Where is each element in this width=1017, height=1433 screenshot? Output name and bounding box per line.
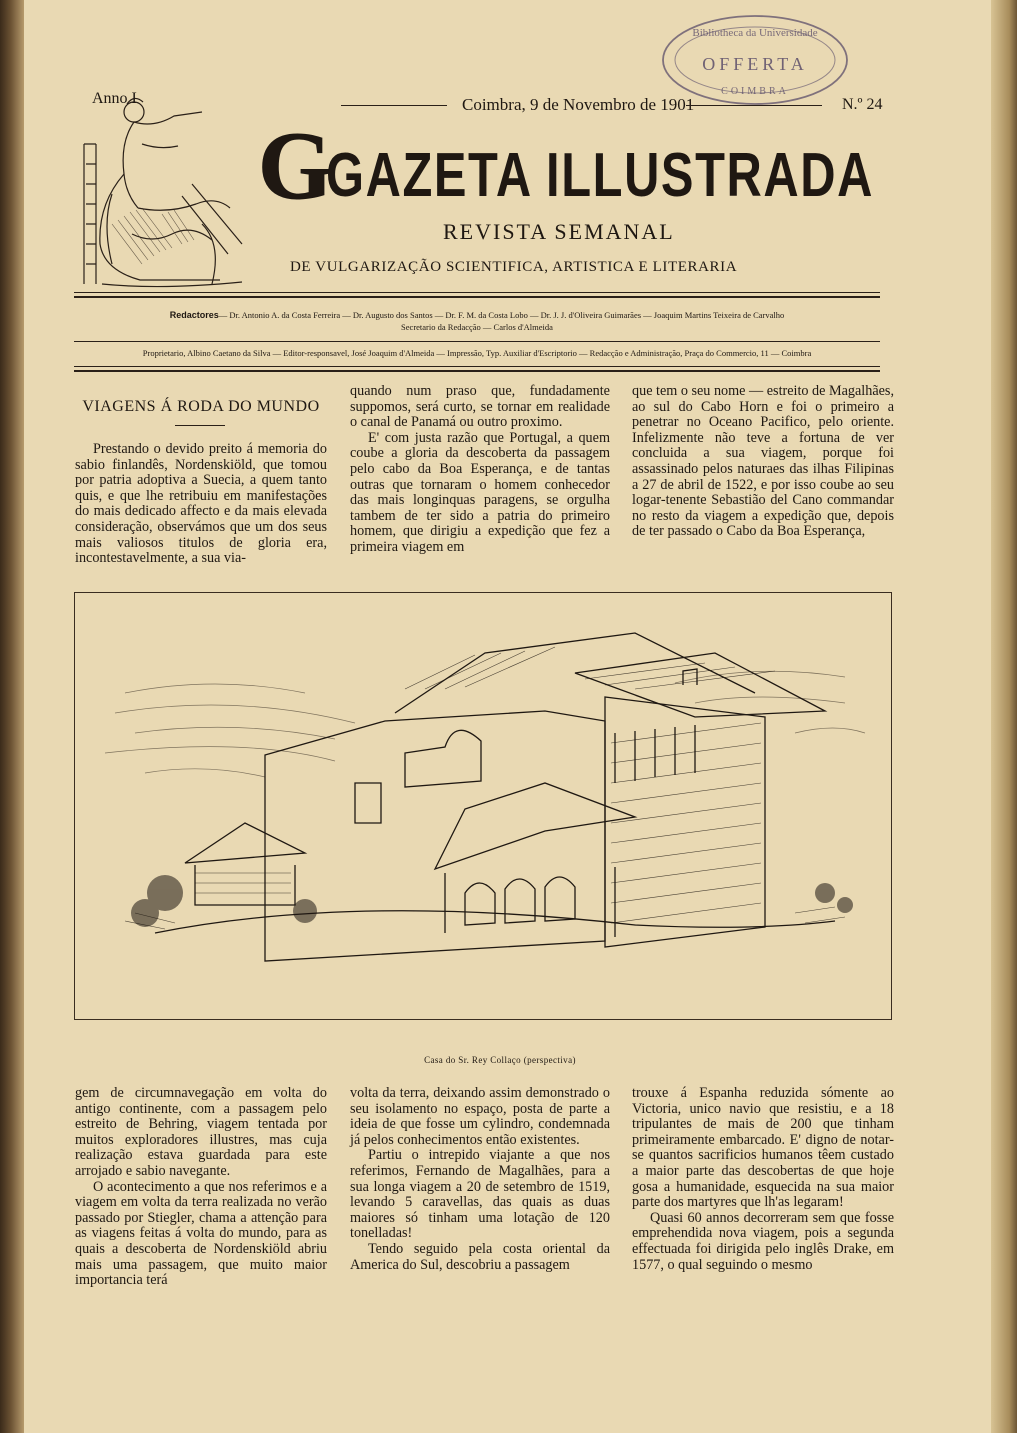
svg-text:Bibliotheca da Universidade: Bibliotheca da Universidade: [692, 27, 818, 39]
paragraph: trouxe á Espanha reduzida sómente ao Victoria, unico navio que resistiu, e a 18 tripulantes de mais de 200 que tinham primeiramente embarcado. E' digno de notar-se quantos sacrificios humanos têem custado a maior parte das descobertas de que hoje gosa a humanidade, esquecida na sua maior parte dos martyres que lh'as legaram!: [632, 1085, 894, 1211]
header-rule-bottom-2: [74, 370, 880, 372]
masthead-subtitle: REVISTA SEMANAL: [443, 219, 675, 244]
paragraph: que tem o seu nome — estreito de Magalhães, ao sul do Cabo Horn e foi o primeiro a penetrar no Oceano Pacifico, pelo oriente. Infelizmente não teve a fortuna de ver concluida a sua viagem, porque foi assassinado pelos naturaes das ilhas Filipinas a 27 de abril de 1522, e por isso coube ao seu logar-tenente Sebastião del Cano commandar no resto da viagem a expedição que, depois de ter passado o Cabo da Boa Esperança,: [632, 383, 894, 540]
paragraph: Prestando o devido preito á memoria do sabio finlandês, Nordenskiöld, que tomou por patria adoptiva a Suecia, a quem tanto quis, e que lhe retribuiu em manifestações do mais dedicado affecto e da mais elevada consideração, observámos que um dos seus mais valiosos titulos de gloria era, incontestavelmente, a sua via-: [75, 441, 327, 567]
library-stamp: [660, 14, 850, 106]
staff-rule: [74, 341, 880, 342]
publisher-line: Proprietario, Albino Caetano da Silva — Editor-responsavel, José Joaquim d'Almeida — Impressão, Typ. Auxiliar d'Escriptorio — Redacção e Administração, Praça do Commercio, 11 — Coimbra: [142, 348, 812, 358]
paragraph: volta da terra, deixando assim demonstrado o seu isolamento no espaço, posta de parte a ideia de que fosse um cylindro, condemnada já pelos conhecimentos então existentes.: [350, 1085, 610, 1148]
svg-text:OFFERTA: OFFERTA: [702, 54, 808, 74]
editors-names: — Dr. Antonio A. da Costa Ferreira — Dr. Augusto dos Santos — Dr. F. M. da Costa Lobo — Dr. J. J. d'Oliveira Guimarães — Joaquim Martins Teixeira de Carvalho: [218, 310, 785, 320]
article-column-5: [350, 1086, 610, 1273]
house-engraving: [74, 592, 892, 1020]
volume-label: Anno I: [92, 90, 137, 107]
issue-number: N.º 24: [842, 96, 883, 113]
article-column-6: [632, 1086, 894, 1273]
issue-date: Coimbra, 9 de Novembro de 1901: [462, 95, 695, 114]
house-shading: [125, 647, 845, 929]
page-edge: [991, 0, 1017, 1433]
paragraph: E' com justa razão que Portugal, a quem coube a gloria da descoberta da passagem pelo cabo da Boa Esperança, e de tantas outras que tornaram o homem conhecedor das mais longinquas paragens, se orgulha tambem de ter sido a patria do primeiro homem, que dirigiu a expedição que fez a primeira viagem em: [350, 429, 610, 555]
paragraph: quando num praso que, fundadamente suppomos, será curto, se tornar em realidade o canal de Panamá ou outro proximo.: [350, 383, 610, 431]
article-heading: VIAGENS Á RODA DO MUNDO: [82, 398, 320, 415]
article-column-3: [632, 384, 894, 540]
header-rule-top: [74, 292, 880, 293]
paragraph: gem de circumnavegação em volta do antigo continente, com a passagem pelo estreito de Behring, viagem tentada por muitos exploradores illustres, mas cuja realização estava guardada para este arrojado e sabio navegante.: [75, 1085, 327, 1179]
svg-text:COIMBRA: COIMBRA: [721, 86, 789, 97]
editors-label: Redactores: [169, 310, 219, 320]
engraving-drawing: [75, 593, 891, 1019]
paragraph: Partiu o intrepido viajante a que nos referimos, Fernando de Magalhães, para a sua longa viagem a 20 de setembro de 1519, levando 5 caravellas, das quais as duas maiores só tinham uma lotação de 120 tonelladas!: [350, 1147, 610, 1242]
date-rule-right: [686, 105, 822, 106]
masthead-title-text: GAZETA ILLUSTRADA: [326, 141, 874, 210]
editors-line: [74, 310, 880, 321]
article-column-1: [75, 442, 327, 567]
paragraph: Quasi 60 annos decorreram sem que fosse emprehendida nova viagem, pois a segunda effectuada foi dirigida pelo inglês Drake, em 1577, o qual seguindo o mesmo: [632, 1209, 894, 1273]
heading-rule: [175, 425, 225, 426]
binding-spine: [0, 0, 24, 1433]
article-column-4: [75, 1086, 327, 1289]
paragraph: Tendo seguido pela costa oriental da America do Sul, descobriu a passagem: [350, 1240, 610, 1273]
header-rule-thick: [74, 296, 880, 298]
secretary-line: Secretario da Redacção — Carlos d'Almeida: [401, 322, 553, 332]
svg-text:G: G: [258, 112, 333, 219]
house-outline: [155, 633, 835, 961]
header-rule-bottom-1: [74, 366, 880, 367]
muse-illustration: [72, 84, 250, 294]
masthead-title: [258, 112, 878, 219]
masthead-tagline: DE VULGARIZAÇÃO SCIENTIFICA, ARTISTICA E LITERARIA: [290, 259, 738, 275]
paragraph: O acontecimento a que nos referimos e a viagem em volta da terra realizada no verão passado por Stiegler, chama a attenção para as viagens feitas á volta do mundo, para as quais a descoberta de Nordenskiöld abriu mais uma passagem, que muito maior importancia terá: [75, 1178, 327, 1289]
figure-caption: Casa do Sr. Rey Collaço (perspectiva): [424, 1055, 576, 1065]
date-rule-left: [341, 105, 447, 106]
article-column-2: [350, 384, 610, 556]
